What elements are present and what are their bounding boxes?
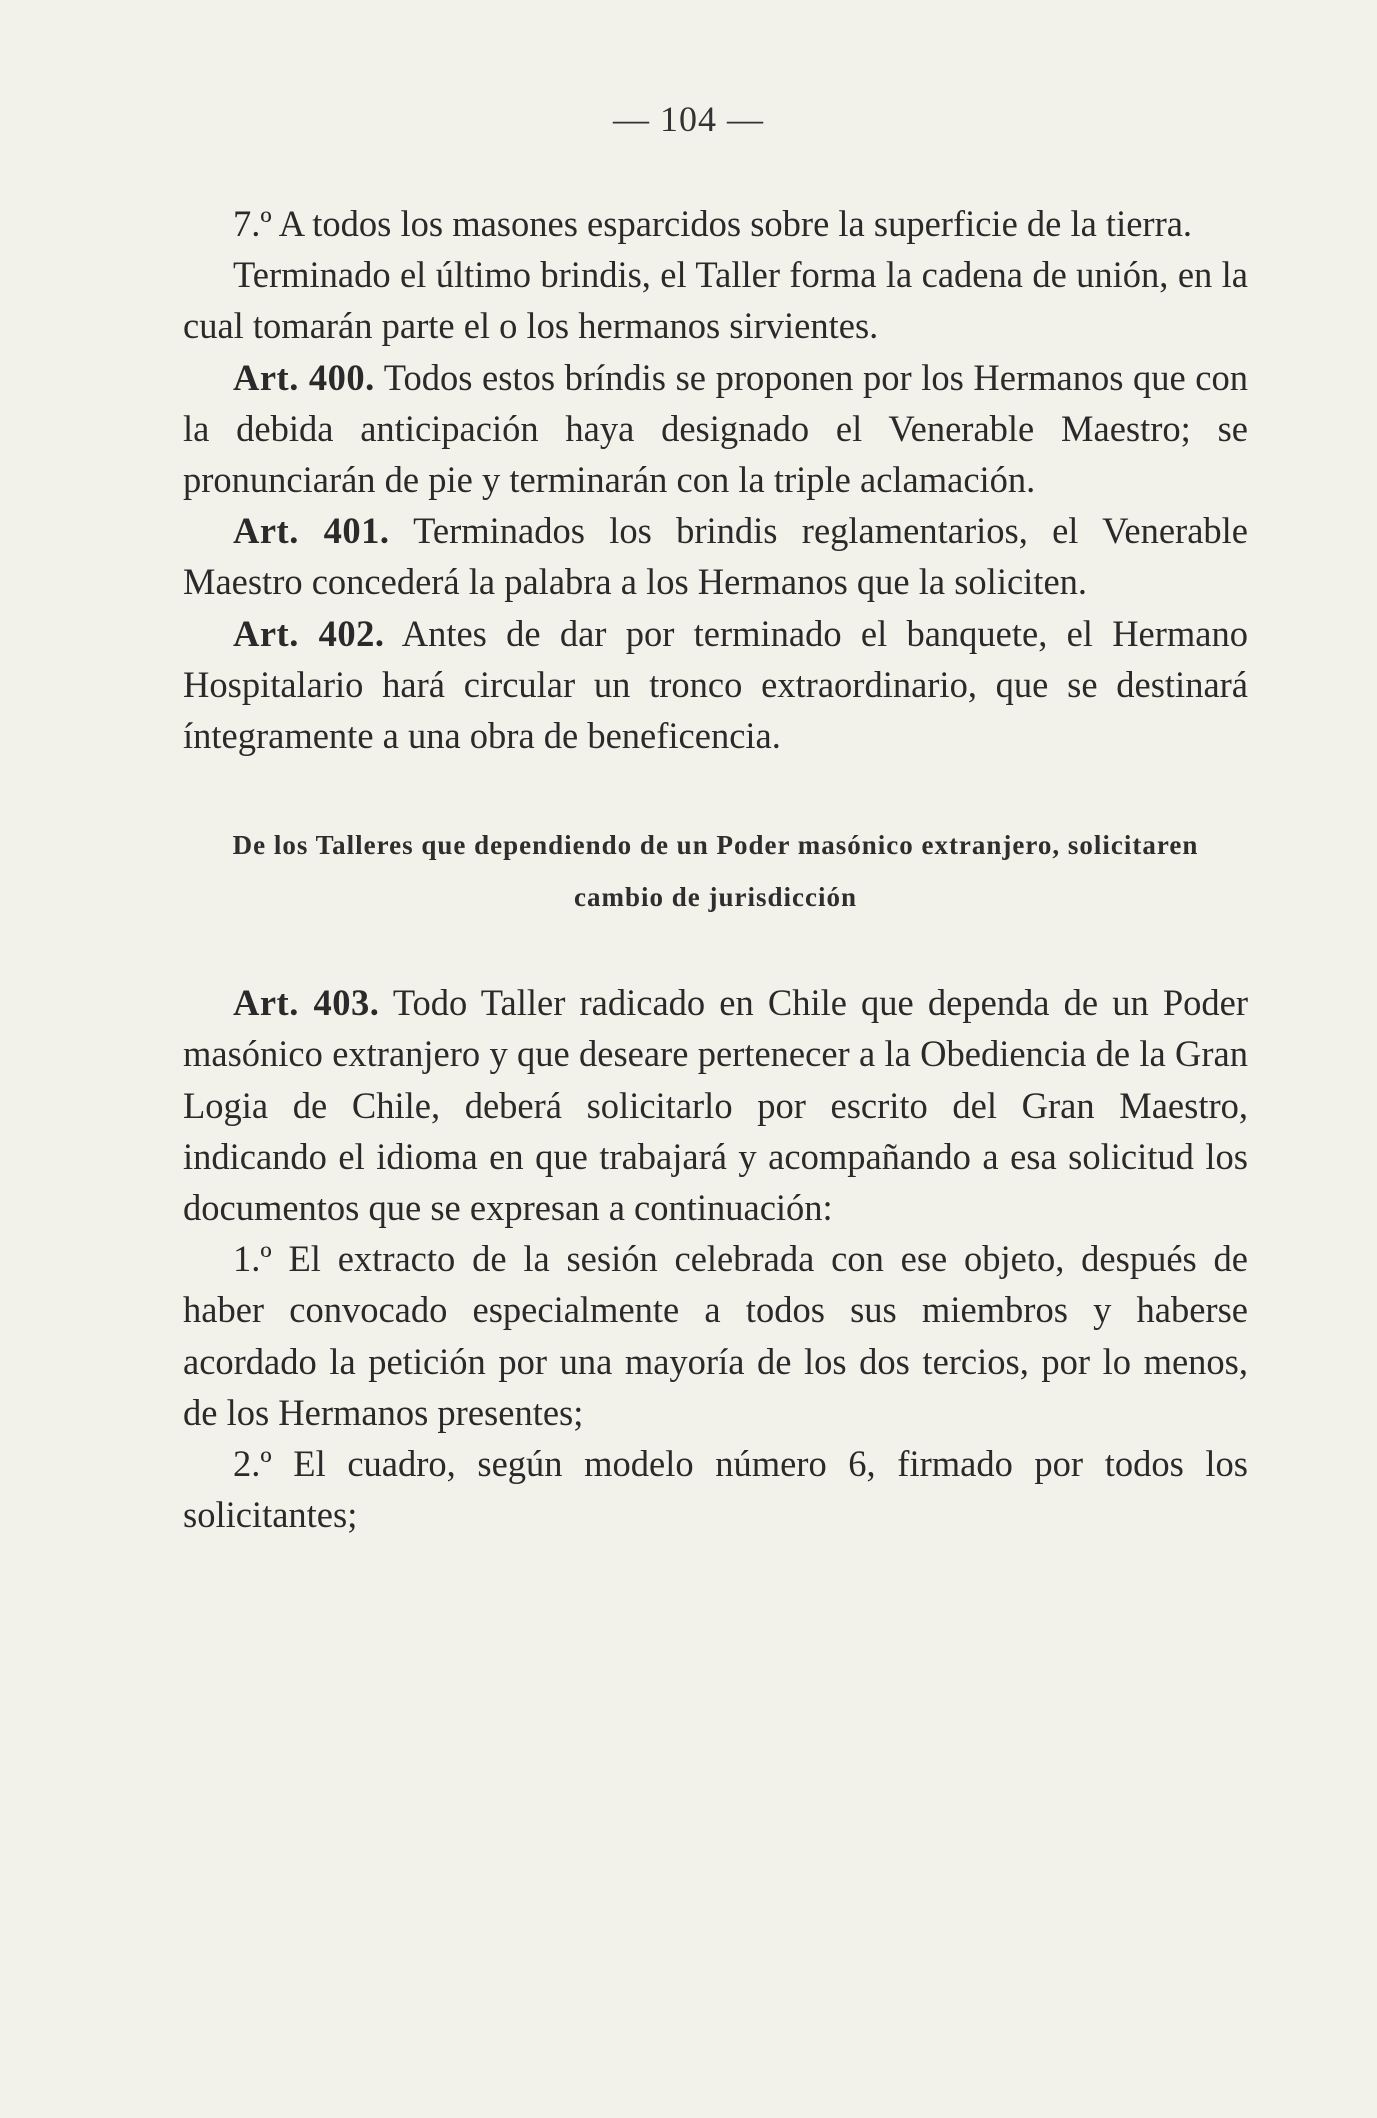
paragraph-item-7: 7.º A todos los masones esparcidos sobre la superficie de la tierra. [233,203,1193,244]
article-403-text: Todo Taller radicado en Chile que dependa de un Poder masónico extranjero y que deseare pertenecer a la Obediencia de la Gran Logia de Chile, deberá solicitarlo por escrito del Gran Maestro, indicando el idioma en que trabajará y acompañando a esa solicitud los documentos que se expresan a continuación: [183,982,1248,1229]
article-402 [183,608,1248,762]
article-402-label: Art. 402. [233,612,385,654]
article-402-text: Antes de dar por terminado el banquete, el Hermano Hospitalario hará circular un tronco extraordinario, que se destinará íntegramente a una obra de beneficencia. [183,612,1249,757]
article-403-label: Art. 403. [233,982,380,1024]
paragraph-chain-of-union: Terminado el último brindis, el Taller forma la cadena de unión, en la cual tomarán parte el o los hermanos sirvientes. [183,254,1248,347]
article-403-item-2: 2.º El cuadro, según modelo número 6, firmado por todos los solicitantes; [183,1443,1248,1536]
article-400-text: Todos estos bríndis se proponen por los Hermanos que con la debida anticipación haya designado el Venerable Maestro; se pronunciarán de pie y terminarán con la triple aclamación. [183,356,1249,501]
section-heading: De los Talleres que dependiendo de un Poder masónico extranjero, solicitaren cambio de jurisdicción [232,830,1199,913]
page-number: — 104 — [613,99,764,139]
article-400-label: Art. 400. [233,356,375,398]
article-400 [183,352,1248,506]
page-body [183,198,1248,1540]
article-403 [183,977,1248,1233]
article-401-text: Terminados los brindis reglamentarios, el Venerable Maestro concederá la palabra a los Hermanos que la soliciten. [183,510,1248,603]
article-401-label: Art. 401. [233,510,390,552]
article-403-item-1: 1.º El extracto de la sesión celebrada con ese objeto, después de haber convocado especialmente a todos sus miembros y haberse acordado la petición por una mayoría de los dos tercios, por lo menos, de los Hermanos presentes; [183,1238,1248,1433]
article-401 [183,505,1248,607]
